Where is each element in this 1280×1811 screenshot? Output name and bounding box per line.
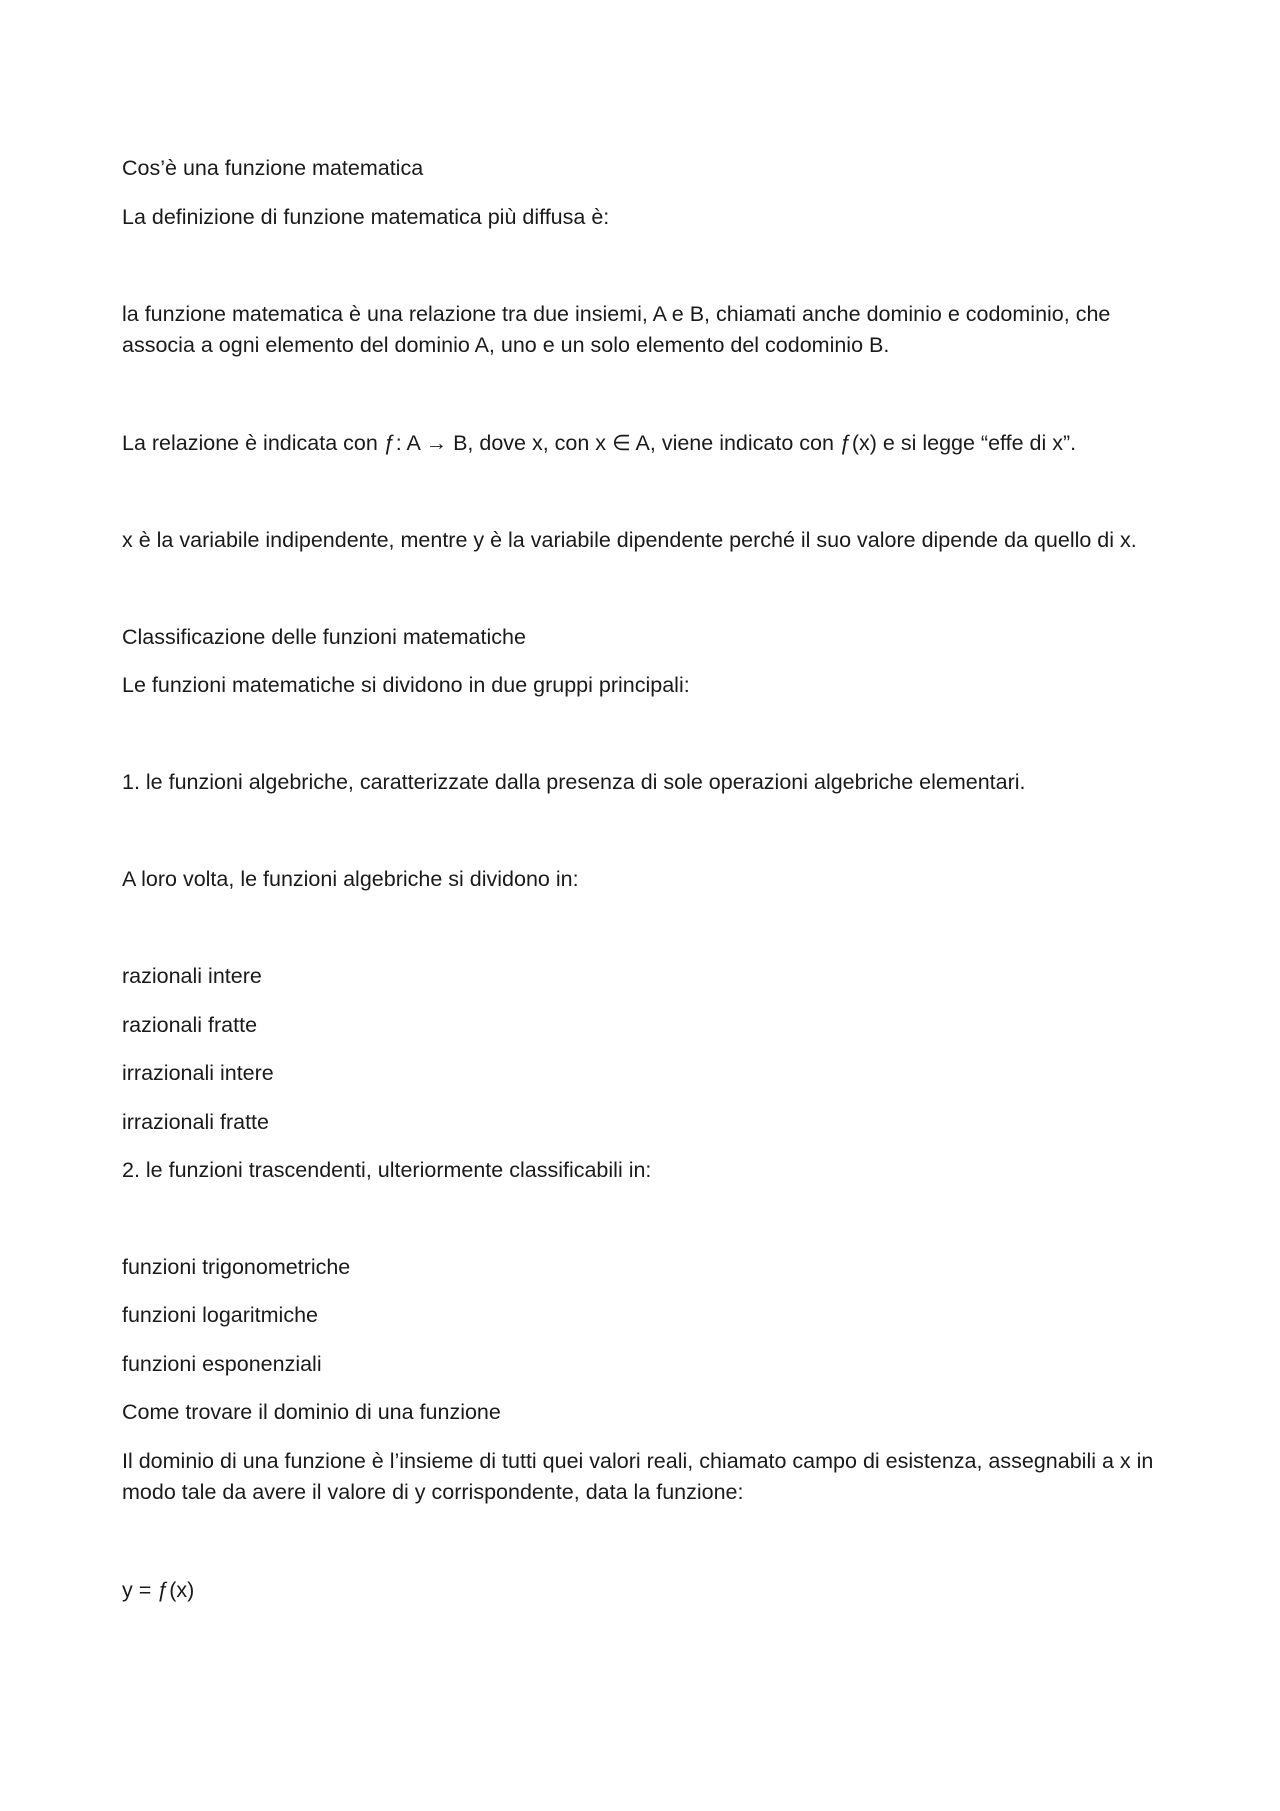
heading-classificazione: Classificazione delle funzioni matematiche [122,625,526,649]
list-item: funzioni esponenziali [122,1352,322,1376]
list-item: razionali intere [122,964,262,988]
paragraph-definizione-intro: La definizione di funzione matematica più diffusa è: [122,205,610,229]
paragraph-relazione: La relazione è indicata con ƒ: A → B, dove x, con x ∈ A, viene indicato con ƒ(x) e si legge “effe di x”. [122,431,1077,455]
paragraph-variabili: x è la variabile indipendente, mentre y è la variabile dipendente perché il suo valore dipende da quello di x. [122,528,1137,552]
paragraph-algebriche-dividono: A loro volta, le funzioni algebriche si dividono in: [122,867,579,891]
list-item: razionali fratte [122,1013,258,1037]
list-item: irrazionali fratte [122,1110,269,1134]
heading-cos-e-funzione: Cos’è una funzione matematica [122,156,424,180]
list-item: funzioni logaritmiche [122,1303,318,1327]
paragraph-trascendenti: 2. le funzioni trascendenti, ulteriormente classificabili in: [122,1158,652,1182]
heading-dominio: Come trovare il dominio di una funzione [122,1400,501,1424]
list-item: irrazionali intere [122,1061,274,1085]
paragraph-algebriche: 1. le funzioni algebriche, caratterizzate dalla presenza di sole operazioni algebriche elementari. [122,770,1026,794]
paragraph-dominio: Il dominio di una funzione è l’insieme di tutti quei valori reali, chiamato campo di esistenza, assegnabili a x in modo tale da avere il valore di y corrispondente, data la funzione: [122,1449,1154,1504]
paragraph-definizione: la funzione matematica è una relazione tra due insiemi, A e B, chiamati anche dominio e codominio, che associa a ogni elemento del dominio A, uno e un solo elemento del codominio B. [122,302,1111,357]
paragraph-gruppi: Le funzioni matematiche si dividono in due gruppi principali: [122,673,690,697]
list-item: funzioni trigonometriche [122,1255,351,1279]
formula-y-f-x: y = ƒ(x) [122,1578,195,1602]
